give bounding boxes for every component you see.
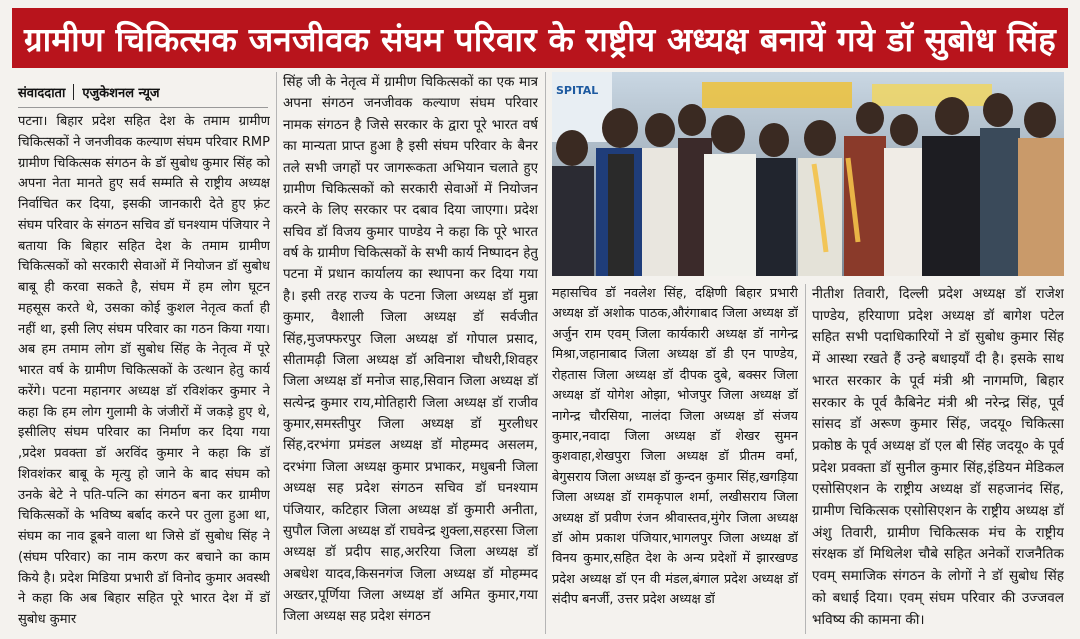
byline-divider (18, 107, 268, 108)
news-photo (552, 72, 1064, 276)
column-divider (805, 284, 806, 634)
column-divider (276, 72, 277, 634)
article-text: सिंह जी के नेतृत्व में ग्रामीण चिकित्सकों का एक मात्र अपना संगठन जनजीवक कल्याण संघम परिवार नामक संगठन है जिसे सरकार के द्वारा पूरे भारत वर्ष का मान्यता प्राप्त हुआ है इसी संघम परिवार के बैनर तले सभी जगहों पर जागरूकता अभियान चलाते हुए ग्रामीण चिकित्सकों को सरकारी सेवाओं में नियोजन करने के लिए सरकार पर दबाव दिया जाएगा। प्रदेश सचिव डॉ विजय कुमार पाण्डेय ने कहा कि पूरे भारत वर्ष के ग्रामीण चिकित्सकों के सभी कार्य निष्पादन हेतु पटना में प्रधान कार्यालय का स्थापना कर दिया गया है। इसी तरह राज्य के पटना जिला अध्यक्ष डॉ मुन्ना कुमार, वैशाली जिला अध्यक्ष डॉ सर्वजीत सिंह,मुजफ्फरपुर जिला अध्यक्ष डॉ गोपाल प्रसाद, सीतामढ़ी जिला अध्यक्ष डॉ अविनाश चौधरी,शिवहर जिला अध्यक्ष डॉ मनोज साह,सिवान जिला अध्यक्ष डॉ सत्येन्द्र कुमार राय,मोतिहारी जिला अध्यक्ष डॉ राजीव कुमार,समस्तीपुर जिला अध्यक्ष डॉ मुरलीधर सिंह,दरभंगा प्रमंडल अध्यक्ष डॉ मोहम्मद असलम, दरभंगा जिला अध्यक्ष कुमार प्रभाकर, मधुबनी जिला अध्यक्ष सह प्रदेश संगठन सचिव डॉ घनश्याम पंजियार, कटिहार जिला अध्यक्ष डॉ कुमारी अनीता, सुपौल जिला अध्यक्ष डॉ राघवेन्द्र शुक्ला,सहरसा जिला अध्यक्ष डॉ प्रदीप साह,अररिया जिला अध्यक्ष डॉ अबधेश यादव,किसनगंज जिला अध्यक्ष डॉ मोहम्मद अख्तर,पूर्णिया जिला अध्यक्ष डॉ अमित कुमार,गया जिला अध्यक्ष सह प्रदेश संगठन (283, 75, 538, 625)
byline-source: एजुकेशनल न्यूज (82, 86, 160, 101)
article-text: नीतीश तिवारी, दिल्ली प्रदेश अध्यक्ष डॉ राजेश पाण्डेय, हरियाणा प्रदेश अध्यक्ष डॉ बागेश पटेल सहित सभी पदाधिकारियों ने डॉ सुबोध कुमार सिंह में आस्था रखते हैं उन्हे बधाइयाँ दी है। इसके साथ भारत सरकार के पूर्व मंत्री श्री नागमणि, बिहार सरकार के पूर्व कैबिनेट मंत्री श्री नरेन्द्र सिंह, पूर्व सांसद डॉ अरूण कुमार सिंह, जदयू० चिकित्सा प्रकोष्ठ के पूर्व अध्यक्ष डॉ एल बी सिंह जदयू० के पूर्व प्रदेश प्रवक्ता डॉ सुनील कुमार सिंह,इंडियन मेडिकल एसोसिएशन के राष्ट्रीय अध्यक्ष डॉ सहजानंद सिंह, ग्रामीण चिकित्सक एसोसिएशन के राष्ट्रीय अध्यक्ष डॉ अंशु तिवारी, ग्रामीण चिकित्सक मंच के राष्ट्रीय संरक्षक डॉ मिथिलेश चौबे सहित अनेकों राजनैतिक एवम् समाजिक संगठन के लोगों ने डॉ सुबोध सिंह को बधाई दिया। एवम् संघम परिवार की उज्जवल भविष्य की कामना की। (812, 286, 1064, 628)
article-text: महासचिव डॉ नवलेश सिंह, दक्षिणी बिहार प्रभारी अध्यक्ष डॉ अशोक पाठक,औरंगाबाद जिला अध्यक्ष डॉ अर्जुन राम एवम् जिला कार्यकारी अध्यक्ष डॉ नागेन्द्र मिश्रा,जहानाबाद जिला अध्यक्ष डॉ डी एन पाण्डेय, रोहतास जिला अध्यक्ष डॉ दीपक दुबे, बक्सर जिला अध्यक्ष डॉ योगेश ओझा, भोजपुर जिला अध्यक्ष डॉ नागेन्द्र चौरसिया, नालंदा जिला अध्यक्ष डॉ संजय कुमार,नवादा जिला अध्यक्ष डॉ शेखर सुमन कुशवाहा,शेखपुरा जिला अध्यक्ष डॉ प्रीतम वर्मा, बेगुसराय जिला अध्यक्ष डॉ कुन्दन कुमार सिंह,खगड़िया जिला अध्यक्ष डॉ रामकृपाल शर्मा, लखीसराय जिला अध्यक्ष डॉ प्रवीण रंजन श्रीवास्तव,मुंगेर जिला अध्यक्ष डॉ ओम प्रकाश पंजियार,भागलपुर जिला अध्यक्ष डॉ विनय कुमार,सहित देश के अन्य प्रदेशों में झारखण्ड प्रदेश अध्यक्ष डॉ एन वी मंडल,बंगाल प्रदेश अध्यक्ष डॉ संदीप बनर्जी, उत्तर प्रदेश अध्यक्ष डॉ (552, 286, 798, 608)
byline (18, 80, 268, 104)
photo-banner-text: SPITAL (556, 84, 599, 97)
column-divider (545, 72, 546, 634)
headline-banner (12, 8, 1068, 68)
article-text: पटना। बिहार प्रदेश सहित देश के तमाम ग्रामीण चिकित्सकों ने जनजीवक कल्याण संघम परिवार RMP ग्रामीण चिकित्सक संगठन के डॉ सुबोध कुमार सिंह को अपना नेता मानते हुए सर्व सम्मति से राष्ट्रीय अध्यक्ष निर्वाचित कर दिया, इसकी जानकारी देते हुए फ़्रंट संघम परिवार के संगठन सचिव डॉ घनश्याम पंजियार ने बताया कि बिहार सहित देश के तमाम ग्रामीण चिकित्सकों को सरकारी सेवाओं में नियोजन डॉ सुबोध बाबू ही करवा सकते है, संघम में हम लोग घूटन महसूस करते थे, उसका कोई कुशल नेतृत्व कर्ता ही नहीं था, इसी लिए संघम परिवार का गठन किया गया। अब हम तमाम लोग डॉ सुबोध सिंह के नेतृत्व में पूरे भारत वर्ष के ग्रामीण चिकित्सकों के उत्थान हेतु कार्य करेंगे। पटना महानगर अध्यक्ष डॉ रविशंकर कुमार ने कहा कि हम लोग गुलामी के जंजीरों में जकड़े हुए थे, इसीलिए संघम परिवार का निर्माण कर दिया गया ,प्रदेश प्रवक्ता डॉ अरविंद कुमार ने कहा कि डॉ शिवशंकर बाबू के मृत्यु हो जाने के बाद संघम को उनके बेटे ने पति-पत्नि का संगठन बना कर ग्रामीण चिकित्सकों के भविष्य बर्बाद करने पर तुला हुआ था, संघम का नाव डूबने वाला था जिसे डॉ सुबोध सिंह ने (संघम परिवार) का नाम करण कर बचाने का काम किये है। प्रदेश मिडिया प्रभारी डॉ विनोद कुमार अवस्थी ने कहा कि अब बिहार सहित पूरे भारत देश में डॉ सुबोध कुमार (18, 114, 270, 627)
headline-text: ग्रामीण चिकित्सक जनजीवक संघम परिवार के राष्ट्रीय अध्यक्ष बनायें गये डॉ सुबोध सिंह (23, 19, 1056, 59)
article-column-1 (18, 112, 270, 634)
byline-reporter: संवाददाता (18, 86, 66, 101)
byline-separator (73, 84, 74, 100)
article-column-3 (552, 284, 798, 634)
group-photo-illustration (552, 72, 1064, 276)
article-column-4 (812, 284, 1064, 634)
article-column-2 (283, 72, 538, 634)
